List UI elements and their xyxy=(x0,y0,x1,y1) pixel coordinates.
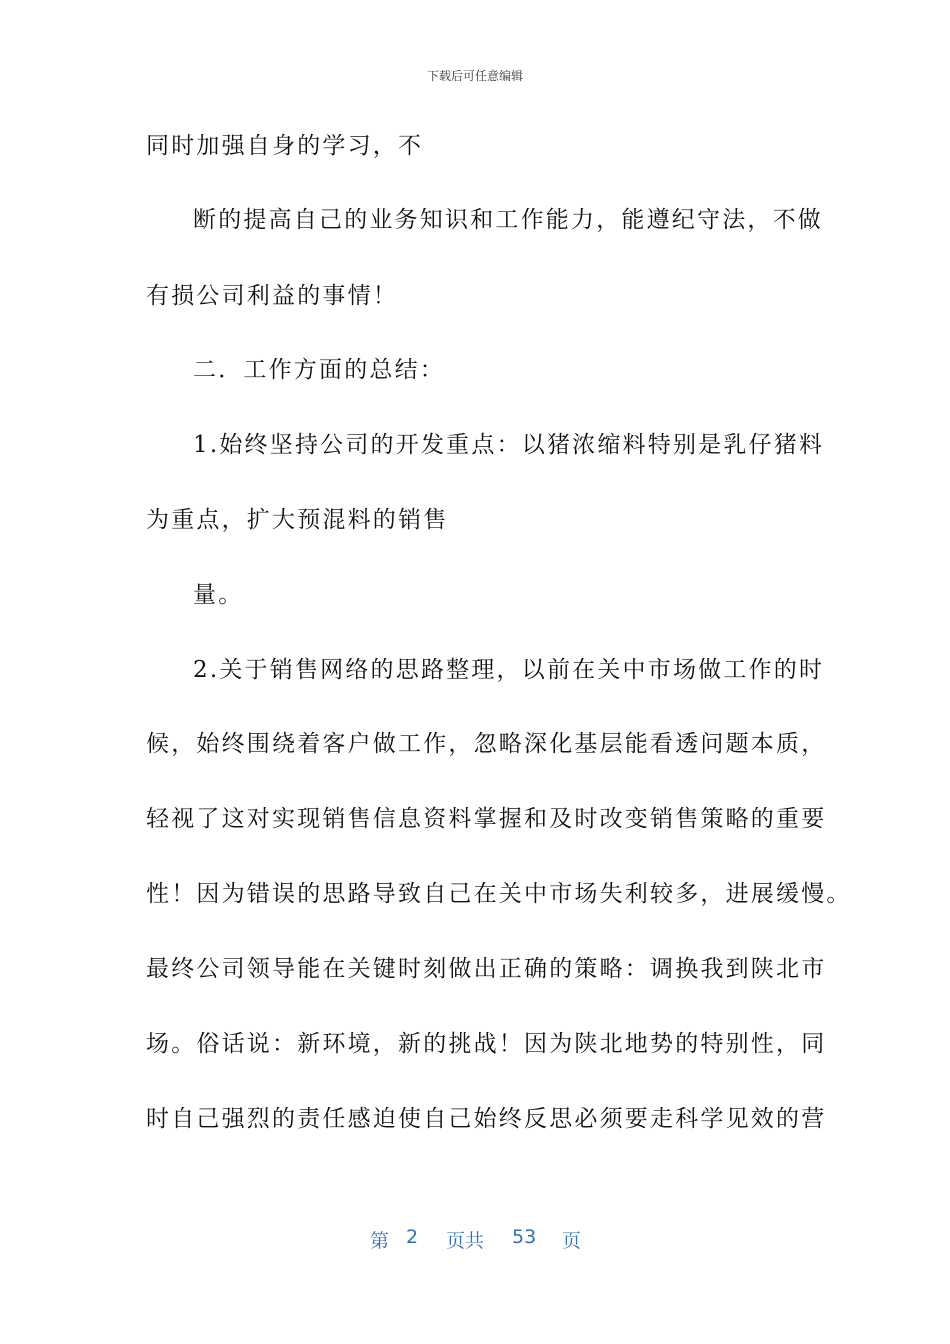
footer-page-prefix: 第 xyxy=(370,1230,390,1252)
body-line-12: 最终公司领导能在关键时刻做出正确的策略：调换我到陕北市 xyxy=(146,956,827,982)
body-line-11: 性！因为错误的思路导致自己在关中市场失利较多，进展缓慢。 xyxy=(146,881,852,907)
body-line-13: 场。俗话说：新环境，新的挑战！因为陕北地势的特别性，同 xyxy=(146,1031,827,1057)
section-heading: 二．工作方面的总结： xyxy=(193,357,445,383)
body-line-8: 2.关于销售网络的思路整理，以前在关中市场做工作的时 xyxy=(193,657,825,683)
page-footer xyxy=(0,1226,950,1254)
body-line-14: 时自己强烈的责任感迫使自己始终反思必须要走科学见效的营 xyxy=(146,1106,827,1132)
body-line-10: 轻视了这对实现销售信息资料掌握和及时改变销售策略的重要 xyxy=(146,806,827,832)
footer-page-suffix: 页 xyxy=(562,1230,582,1252)
body-line-9: 候，始终围绕着客户做工作，忽略深化基层能看透问题本质， xyxy=(146,731,827,757)
body-line-2: 断的提高自己的业务知识和工作能力，能遵纪守法，不做 xyxy=(193,207,823,233)
body-line-1: 同时加强自身的学习，不 xyxy=(146,133,424,159)
body-line-5: 1.始终坚持公司的开发重点：以猪浓缩料特别是乳仔猪料 xyxy=(193,432,825,458)
footer-current-page: 2 xyxy=(406,1226,419,1248)
body-line-6: 为重点，扩大预混料的销售 xyxy=(146,507,449,533)
header-note: 下载后可任意编辑 xyxy=(426,69,523,83)
footer-page-mid: 页共 xyxy=(446,1230,485,1252)
footer-total-pages: 53 xyxy=(512,1226,537,1248)
body-line-3: 有损公司利益的事情！ xyxy=(146,283,398,309)
body-line-7: 量。 xyxy=(193,582,244,608)
